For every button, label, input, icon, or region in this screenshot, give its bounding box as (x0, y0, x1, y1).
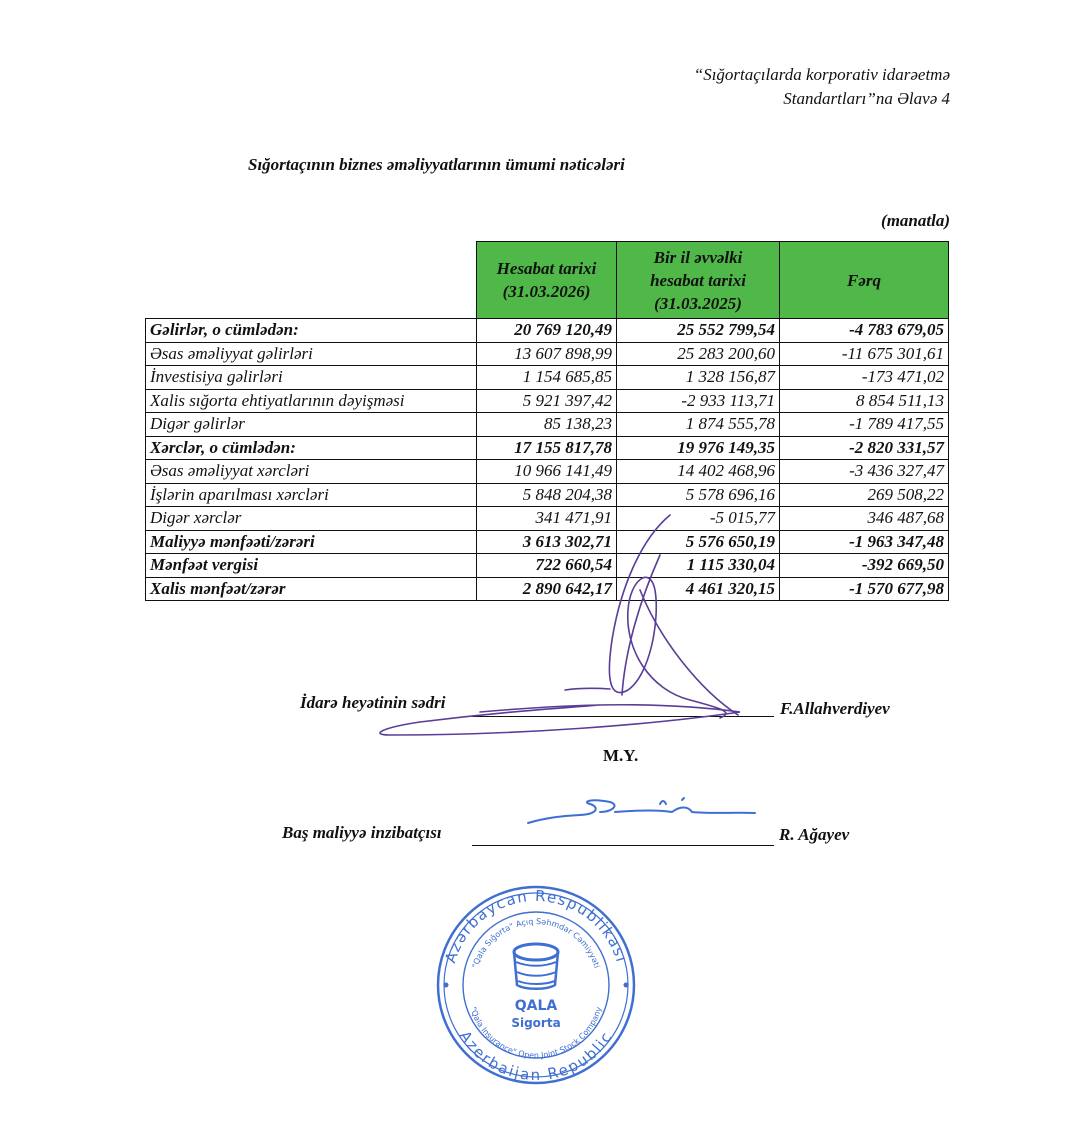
header-previous-line-1: Bir il əvvəlki (653, 247, 743, 267)
difference-value: -1 789 417,55 (780, 413, 949, 437)
current-value: 5 848 204,38 (477, 483, 617, 507)
difference-value: 269 508,22 (780, 483, 949, 507)
currency-unit: (manatla) (881, 211, 950, 230)
current-value: 5 921 397,42 (477, 389, 617, 413)
current-value: 1 154 685,85 (477, 366, 617, 390)
current-value: 10 966 141,49 (477, 460, 617, 484)
difference-value: -11 675 301,61 (780, 342, 949, 366)
difference-value: -4 783 679,05 (780, 319, 949, 343)
row-label: Xərclər, o cümlədən: (146, 436, 477, 460)
previous-value: 25 552 799,54 (617, 319, 780, 343)
previous-value: -2 933 113,71 (617, 389, 780, 413)
previous-value: 25 283 200,60 (617, 342, 780, 366)
row-label: Digər gəlirlər (146, 413, 477, 437)
chairman-name: F.Allahverdiyev (780, 699, 890, 718)
current-value: 3 613 302,71 (477, 530, 617, 554)
annex-line-1: “Sığortaçılarda korporativ idarəetmə (693, 65, 950, 84)
chairman-title: İdarə heyətinin sədri (300, 693, 446, 712)
row-label: Digər xərclər (146, 507, 477, 531)
row-label: Gəlirlər, o cümlədən: (146, 319, 477, 343)
header-previous-line-2: hesabat tarixi (650, 270, 746, 290)
stamp-inner-bottom-text: "Qala Insurance" Open Joint Stock Company (468, 1005, 604, 1061)
previous-value: 5 576 650,19 (617, 530, 780, 554)
previous-value: 1 115 330,04 (617, 554, 780, 578)
difference-value: -392 669,50 (780, 554, 949, 578)
row-label: İnvestisiya gəlirləri (146, 366, 477, 390)
seal-place-label: M.Y. (603, 746, 639, 765)
current-value: 2 890 642,17 (477, 577, 617, 601)
accountant-title: Baş maliyyə inzibatçısı (282, 823, 442, 842)
previous-value: 14 402 468,96 (617, 460, 780, 484)
stamp-outer-top-text: Azərbaycan Respublikası (441, 886, 631, 966)
current-value: 341 471,91 (477, 507, 617, 531)
current-value: 85 138,23 (477, 413, 617, 437)
header-difference-label: Fərq (847, 270, 881, 290)
difference-value: 346 487,68 (780, 507, 949, 531)
difference-value: -3 436 327,47 (780, 460, 949, 484)
current-value: 20 769 120,49 (477, 319, 617, 343)
current-value: 13 607 898,99 (477, 342, 617, 366)
difference-value: -1 963 347,48 (780, 530, 949, 554)
row-label: Xalis sığorta ehtiyatlarının dəyişməsi (146, 389, 477, 413)
header-current-line-2: (31.03.2026) (502, 282, 591, 301)
difference-value: 8 854 511,13 (780, 389, 949, 413)
row-label: İşlərin aparılması xərcləri (146, 483, 477, 507)
accountant-name: R. Ağayev (779, 825, 850, 844)
stamp-logo-line-2: Sigorta (511, 1016, 561, 1030)
difference-value: -1 570 677,98 (780, 577, 949, 601)
annex-line-2: Standartları”na Əlavə 4 (783, 89, 950, 108)
previous-value: 1 328 156,87 (617, 366, 780, 390)
difference-value: -2 820 331,57 (780, 436, 949, 460)
row-label: Əsas əməliyyat gəlirləri (146, 342, 477, 366)
current-value: 722 660,54 (477, 554, 617, 578)
previous-value: 4 461 320,15 (617, 577, 780, 601)
header-previous-line-3: (31.03.2025) (654, 293, 742, 313)
stamp-outer-bottom-text: Azerbaijan Republic (455, 1027, 617, 1085)
qala-logo-icon (514, 944, 558, 989)
current-value: 17 155 817,78 (477, 436, 617, 460)
previous-value: -5 015,77 (617, 507, 780, 531)
previous-value: 5 578 696,16 (617, 483, 780, 507)
row-label: Maliyyə mənfəəti/zərəri (146, 530, 477, 554)
row-label: Mənfəət vergisi (146, 554, 477, 578)
previous-value: 1 874 555,78 (617, 413, 780, 437)
row-label: Əsas əməliyyat xərcləri (146, 460, 477, 484)
stamp-inner-top-text: "Qala Sığorta" Açıq Səhmdar Cəmiyyəti (470, 916, 602, 970)
document-title: Sığortaçının biznes əməliyyatlarının ümumi nəticələri (248, 155, 625, 174)
header-current-line-1: Hesabat tarixi (496, 259, 597, 278)
row-label: Xalis mənfəət/zərər (146, 577, 477, 601)
difference-value: -173 471,02 (780, 366, 949, 390)
previous-value: 19 976 149,35 (617, 436, 780, 460)
stamp-logo-line-1: QALA (514, 998, 558, 1014)
